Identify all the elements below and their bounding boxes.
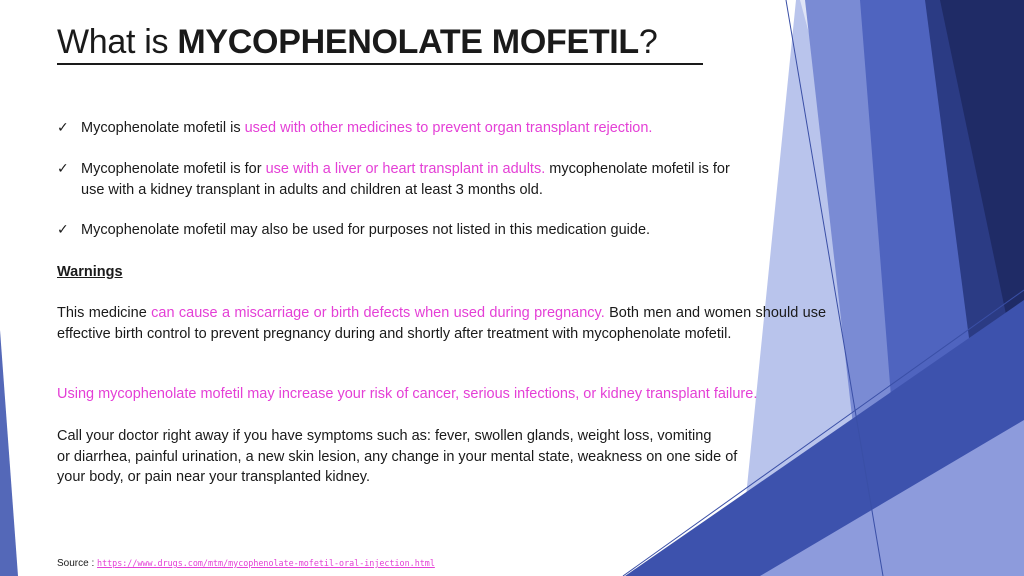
source-link[interactable]: https://www.drugs.com/mtm/mycophenolate-mofetil-oral-injection.html <box>97 558 435 568</box>
highlight-text: can cause a miscarriage or birth defects when used during pregnancy. <box>151 305 605 321</box>
check-mark-icon: ✓ <box>57 120 69 136</box>
highlight-text: use with a liver or heart transplant in adults. <box>265 161 546 177</box>
title-prefix: What is <box>57 23 178 61</box>
title-underline <box>57 63 703 65</box>
bullet-item-1 <box>57 118 817 139</box>
highlight-text: used with other medicines to prevent organ transplant rejection. <box>244 120 653 136</box>
source-citation <box>57 556 435 571</box>
warnings-heading: Warnings <box>57 264 123 280</box>
bullet-text: Mycophenolate mofetil is used with other medicines to prevent organ transplant rejection. <box>81 120 653 136</box>
source-label: Source : <box>57 558 98 569</box>
check-mark-icon: ✓ <box>57 161 69 177</box>
bullet-item-3 <box>57 220 817 241</box>
warnings-paragraph-risk: Using mycophenolate mofetil may increase your risk of cancer, serious infections, or kidney transplant failure. <box>57 386 758 402</box>
title-emphasis: MYCOPHENOLATE MOFETIL <box>177 23 639 61</box>
slide-title <box>57 20 658 64</box>
warnings-paragraph-pregnancy: This medicine can cause a miscarriage or birth defects when used during pregnancy. Both men and women should use effective birth control to prevent pregnancy during and shortly after treatment with mycophenolate mofetil. <box>57 305 827 342</box>
title-suffix: ? <box>638 23 658 61</box>
warnings-paragraph-symptoms: Call your doctor right away if you have symptoms such as: fever, swollen glands, weight loss, vomiting or diarrhea, painful urination, a new skin lesion, any change in your mental state, weakness on one side of your body, or pain near your transplanted kidney. <box>57 428 738 485</box>
check-mark-icon: ✓ <box>57 222 69 238</box>
bullet-text: Mycophenolate mofetil is for use with a liver or heart transplant in adults. mycophenolate mofetil is for use with a kidney transplant in adults and children at least 3 months old. <box>81 161 730 198</box>
bullet-item-2 <box>57 159 817 200</box>
bullet-text: Mycophenolate mofetil may also be used for purposes not listed in this medication guide. <box>81 222 651 238</box>
